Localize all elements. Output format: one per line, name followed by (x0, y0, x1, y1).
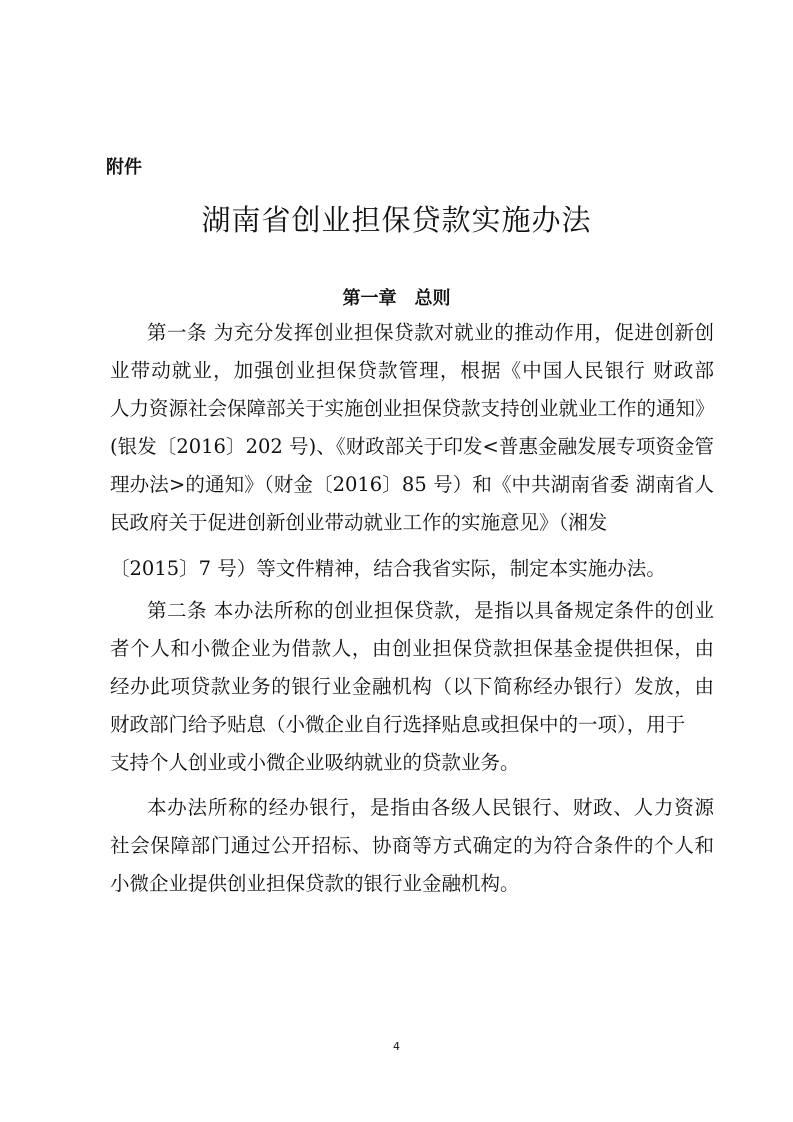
paragraph-line: 业带动就业，加强创业担保贷款管理，根据《中国人民银行 财政部 (110, 359, 714, 382)
paragraph-line: 本办法所称的经办银行，是指由各级人民银行、财政、人力资源 (147, 796, 714, 819)
paragraph-line: 理办法>的通知》（财金〔2016〕85 号）和《中共湖南省委 湖南省人 (110, 473, 714, 496)
paragraph-line: 〔2015〕7 号）等文件精神，结合我省实际，制定本实施办法。 (110, 557, 666, 580)
paragraph-line: 社会保障部门通过公开招标、协商等方式确定的为符合条件的个人和 (110, 834, 714, 857)
chapter-heading: 第一章 总则 (342, 288, 451, 309)
paragraph-line: 人力资源社会保障部关于实施创业担保贷款支持创业就业工作的通知》 (110, 397, 715, 420)
page-number: 4 (393, 1040, 400, 1053)
paragraph-line: 支持个人创业或小微企业吸纳就业的贷款业务。 (110, 751, 520, 774)
document-title: 湖南省创业担保贷款实施办法 (201, 203, 592, 237)
paragraph-line: 财政部门给予贴息（小微企业自行选择贴息或担保中的一项），用于 (110, 713, 686, 736)
paragraph-line: 第一条 为充分发挥创业担保贷款对就业的推动作用，促进创新创 (147, 321, 714, 344)
paragraph-line: (银发〔2016〕202 号)、《财政部关于印发<普惠金融发展专项资金管 (110, 435, 714, 458)
attachment-label: 附件 (106, 157, 142, 178)
paragraph-line: 第二条 本办法所称的创业担保贷款，是指以具备规定条件的创业 (147, 599, 714, 622)
paragraph-line: 者个人和小微企业为借款人，由创业担保贷款担保基金提供担保，由 (110, 637, 714, 660)
paragraph-line: 小微企业提供创业担保贷款的银行业金融机构。 (110, 872, 520, 895)
paragraph-line: 民政府关于促进创新创业带动就业工作的实施意见》（湘发 (110, 511, 608, 534)
paragraph-line: 经办此项贷款业务的银行业金融机构（以下简称经办银行）发放，由 (110, 675, 714, 698)
